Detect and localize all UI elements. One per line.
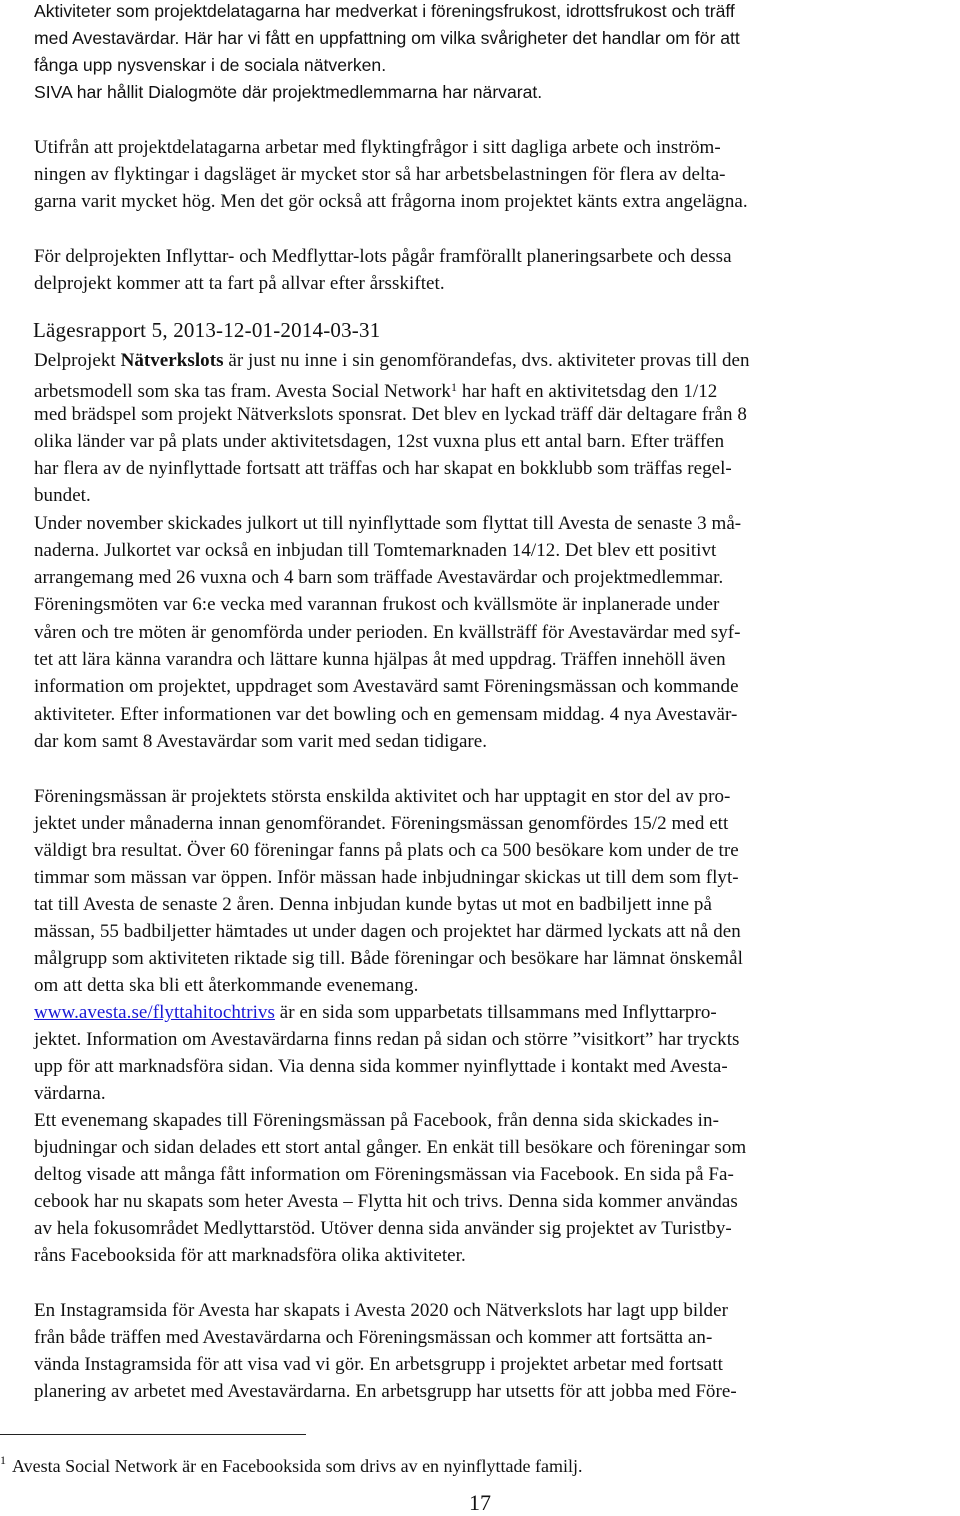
text-line: tat till Avesta de senaste 2 åren. Denna inbjudan kunde bytas ut mot en badbiljett inne på bbox=[34, 894, 712, 915]
text-line: fånga upp nysvenskar i de sociala nätverken. bbox=[34, 55, 387, 75]
footnote-marker: 1 bbox=[0, 1453, 6, 1467]
text-line bbox=[34, 347, 750, 374]
text-line: olika länder var på plats under aktivitetsdagen, 12st vuxna plus ett antal barn. Efter träffen bbox=[34, 431, 725, 452]
text-line: Ett evenemang skapades till Föreningsmässan på Facebook, från denna sida skickades in- bbox=[34, 1110, 719, 1131]
text-line: Föreningsmässan är projektets största enskilda aktivitet och har upptagit en stor del av pro- bbox=[34, 786, 731, 807]
footnote-ref: 1 bbox=[450, 380, 458, 394]
text-line: upp för att marknadsföra sidan. Via denna sida kommer nyinflyttade i kontakt med Avesta- bbox=[34, 1056, 728, 1077]
text-line: timmar som mässan var öppen. Inför mässan hade inbjudningar skickas ut till dem som flyt- bbox=[34, 867, 739, 888]
text-span: arbetsmodell som ska tas fram. Avesta Social Network bbox=[34, 381, 451, 402]
text-line: våren och tre möten är genomförda under perioden. En kvällsträff för Avestavärdar med syf- bbox=[34, 622, 741, 643]
text-span: har haft en aktivitetsdag den 1/12 bbox=[457, 381, 718, 402]
text-line: bundet. bbox=[34, 485, 91, 506]
text-line: En Instagramsida för Avesta har skapats i Avesta 2020 och Nätverkslots har lagt upp bilder bbox=[34, 1300, 728, 1321]
text-line: bjudningar och sidan delades ett stort antal gånger. En enkät till besökare och föreningar som bbox=[34, 1137, 747, 1158]
text-line: om att detta ska bli ett återkommande evenemang. bbox=[34, 975, 419, 996]
text-line: planering av arbetet med Avestavärdarna. En arbetsgrupp har utsetts för att jobba med Före- bbox=[34, 1381, 737, 1402]
bold-term: Nätverkslots bbox=[120, 350, 224, 371]
text-span: är en sida som upparbetats tillsammans med Inflyttarpro- bbox=[274, 1002, 717, 1023]
text-line: jektet. Information om Avestavärdarna finns redan på sidan och större ”visitkort” har tryckts bbox=[34, 1029, 740, 1050]
section-heading: Lägesrapport 5, 2013-12-01-2014-03-31 bbox=[33, 318, 381, 342]
text-span: är just nu inne i sin genomförandefas, dvs. aktiviteter provas till den bbox=[223, 350, 750, 371]
text-line: naderna. Julkortet var också en inbjudan till Tomtemarknaden 14/12. Det blev ett positivt bbox=[34, 540, 717, 561]
text-line: tet att lära känna varandra och lättare kunna hjälpas åt med uppdrag. Träffen innehöll även bbox=[34, 649, 726, 670]
text-line: med Avestavärdar. Här har vi fått en uppfattning om vilka svårigheter det handlar om för att bbox=[34, 28, 740, 48]
text-line: delprojekt kommer att ta fart på allvar efter årsskiftet. bbox=[34, 273, 445, 294]
text-line: från både träffen med Avestavärdarna och Föreningsmässan och kommer att fortsätta an- bbox=[34, 1327, 713, 1348]
text-line: väldigt bra resultat. Över 60 föreningar fanns på plats och ca 500 besökare kom under de tre bbox=[34, 840, 739, 861]
text-line: råns Facebooksida för att marknadsföra olika aktiviteter. bbox=[34, 1245, 466, 1266]
text-line: ningen av flyktingar i dagsläget är mycket stor så har arbetsbelastningen för flera av delta- bbox=[34, 164, 726, 185]
text-line: dar kom samt 8 Avestavärdar som varit med sedan tidigare. bbox=[34, 731, 488, 752]
text-line: information om projektet, uppdraget som Avestavärd samt Föreningsmässan och kommande bbox=[34, 676, 739, 697]
text-line: Under november skickades julkort ut till nyinflyttade som flyttat till Avesta de senaste 3 må- bbox=[34, 513, 742, 534]
text-line: målgrupp som aktiviteten riktade sig till. Både föreningar och besökare har lämnat önskemål bbox=[34, 948, 743, 969]
page-number: 17 bbox=[469, 1490, 491, 1515]
text-line bbox=[34, 999, 717, 1026]
text-line: SIVA har hållit Dialogmöte där projektmedlemmarna har närvarat. bbox=[34, 82, 543, 102]
text-line: värdarna. bbox=[34, 1083, 106, 1104]
text-line: garna varit mycket hög. Men det gör också att frågorna inom projektet känts extra angelägna. bbox=[34, 191, 748, 212]
text-line: med brädspel som projekt Nätverkslots sponsrat. Det blev en lyckad träff där deltagare från 8 bbox=[34, 404, 747, 425]
text-line: För delprojekten Inflyttar- och Medflyttar-lots pågår framförallt planeringsarbete och dessa bbox=[34, 246, 732, 267]
footnote bbox=[0, 1449, 583, 1477]
text-line: Utifrån att projektdelatagarna arbetar med flyktingfrågor i sitt dagliga arbete och inström- bbox=[34, 137, 721, 158]
footnote-divider bbox=[0, 1434, 306, 1435]
text-line: Föreningsmöten var 6:e vecka med varannan frukost och kvällsmöte är inplanerade under bbox=[34, 594, 720, 615]
text-line: cebook har nu skapats som heter Avesta – Flytta hit och trivs. Denna sida kommer användas bbox=[34, 1191, 738, 1212]
text-line: arrangemang med 26 vuxna och 4 barn som träffade Avestavärdar och projektmedlemmar. bbox=[34, 567, 724, 588]
text-line: Aktiviteter som projektdelatagarna har medverkat i föreningsfrukost, idrottsfrukost och träff bbox=[34, 1, 735, 21]
text-line: vända Instagramsida för att visa vad vi gör. En arbetsgrupp i projektet arbetar med fortsatt bbox=[34, 1354, 723, 1375]
text-line: aktiviteter. Efter informationen var det bowling och en gemensam middag. 4 nya Avestavär- bbox=[34, 704, 738, 725]
text-span: Delprojekt bbox=[34, 350, 121, 371]
text-line: av hela fokusområdet Medlyttarstöd. Utöver denna sida använder sig projektet av Turistby- bbox=[34, 1218, 732, 1239]
text-line: deltog visade att många fått information om Föreningsmässan via Facebook. En sida på Fa- bbox=[34, 1164, 734, 1185]
text-line: mässan, 55 badbiljetter hämtades ut under dagen och projektet har därmed lyckats att nå den bbox=[34, 921, 741, 942]
text-line: har flera av de nyinflyttade fortsatt att träffas och har skapat en bokklubb som träffas regel- bbox=[34, 458, 732, 479]
website-link[interactable]: www.avesta.se/flyttahitochtrivs bbox=[34, 1002, 275, 1023]
footnote-text: Avesta Social Network är en Facebooksida som drivs av en nyinflyttade familj. bbox=[12, 1456, 583, 1476]
text-line: jektet under månaderna innan genomförandet. Föreningsmässan genomfördes 15/2 med ett bbox=[34, 813, 729, 834]
